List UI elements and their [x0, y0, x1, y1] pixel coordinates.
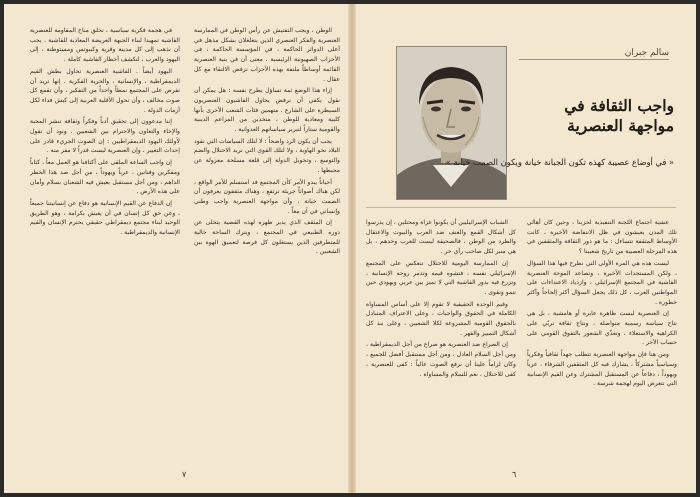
paragraph: أحياناً يبدو الأمر كأن المجتمع قد استسلم للأمر الواقع ، لكن هناك أصواتاً جريئة ترتفع ، وهناك مثقفون يعرفون أن الصمت خيانة ، وأن مواجهة العنصرية واجب وطني وإنساني في آن معاً .	[194, 178, 340, 215]
paragraph: إن الصراع ضد العنصرية هو صراع من أجل الديمقراطية ، ومن أجل السلام العادل ، ومن أجل مستقبل أفضل للجميع ، وكان لزاماً علينا أن نرفع الصوت عالياً : كفى للعنصرية ، كفى للاحتلال ، نعم للسلام والمساواة .	[366, 341, 516, 378]
paragraph: إننا مدعوون إلى تحقيق أدباً وفكراً وثقافة تنشر المحبة والإخاء والتعاون والاحترام بين الشعبين . ونود أن نقول لأولئك اليهود الديمقراطيين : إن الصوت الجريء قادر على إحداث التغيير ، وإن العنصرية ليست قدراً لا مفر منه .	[30, 118, 180, 155]
page-number-right: ٦	[512, 470, 517, 479]
paragraph: الوطن ، ويجب التفتيش عن رأس الوطن في الممارسة العنصرية والفكر العنصري الذين يتغلغلان بشكل مذهل في أعلى الدوائر الحاكمة ، في المؤسسة الحاكمة ، في الأحزاب الصهيونية الرئيسية . معنى أن في بنية العنصرية القائمة أوساطاً ملتفة بهذه الأحزاب ترفض الالتقاء مع كل عقال .	[194, 27, 340, 83]
paragraph: الشباب الإسرائيليين أن يكونوا غزاة ومحتلين ، إن يدرسوا كل أشكال القمع والعنف ضد العرب والبيوت والاعتقال والطرد من الوطن ، فالصحيفة ليست للعرب وحدهم ، بل هي منبر لكل صاحب رأي حر .	[366, 219, 516, 256]
left-page-column-left	[30, 26, 180, 456]
paragraph: إن المثقف الذي يدير ظهره لهذه القضية يتخلى عن دوره الطبيعي في المجتمع ، ويترك الساحة خالية للمتطرفين الذين يستغلون كل فرصة لتعميق الهوة بين الشعبين .	[194, 219, 340, 256]
article-subtitle-quote: « في أوضاع عصيبة كهذه تكون الجبانة خيانة ويكون الصمت خيانة »	[445, 157, 674, 167]
right-page-column-left	[366, 218, 516, 468]
paragraph: ومن هنا فإن مواجهة العنصرية تتطلب جهداً ثقافياً وفكرياً وسياسياً مشتركاً ، يشارك فيه كل المثقفين الشرفاء ، عرباً ويهوداً ، دفاعاً عن المستقبل المشترك وعن القيم الإنسانية التي تتعرض اليوم لهجمة شرسة .	[527, 351, 677, 388]
book-gutter	[348, 4, 356, 493]
portrait-illustration	[397, 47, 506, 199]
page-number-left: ٧	[182, 470, 187, 479]
paragraph: إن العنصرية ليست ظاهرة عابرة أو هامشية ، بل هي نتاج سياسة رسمية متواصلة ، ونتاج ثقافة تربّي على الكراهية والاستعلاء ، وتغذّي الشعور بالتفوق القومي على حساب الآخر .	[527, 310, 677, 347]
paragraph: عشية اجتماع اللجنة التنفيذية لحزبنا ، وحين كان أهالي تلك المدن يعيشون في ظل الانتفاضة الأخيرة ، كانت الأوساط المثقفة تتساءل : ما هو دور الثقافة والمثقفين في هذه المرحلة العصيبة من تاريخ شعبينا ؟	[527, 219, 677, 256]
paragraph: إزاء هذا الوضع ثمة تساؤل يطرح نفسه : هل يمكن أن نقول يكفي أن نرفض يحاول الفاشيون العنصريون السيطرة على الشارع . متهمين فئات الشعب الأخرى بأنها كلبية ومعادية للوطن ، متخذين من المزاعم الدينية والقومية ستاراً لتبرير سياساتهم العدوانية .	[194, 87, 340, 134]
right-page-column-right	[527, 218, 677, 468]
paragraph: وقيم الوحدة الحقيقية لا تقوم إلا على أساس المساواة الكاملة في الحقوق والواجبات ، وعلى الاعتراف المتبادل بالحقوق القومية المشروعة لكلا الشعبين ، وعلى نبذ كل أشكال التمييز والقهر .	[366, 300, 516, 337]
divider	[366, 207, 676, 208]
paragraph: إن الممارسة اليومية للاحتلال تنعكس على المجتمع الإسرائيلي نفسه ، فتشوه قيمه وتدمر روحه الإنسانية ، وتزرع فيه بذور الفاشية التي لا تميز بين عربي ويهودي حين تنمو وتقوى .	[366, 259, 516, 296]
author-name: سالم جبران	[519, 48, 669, 60]
paragraph: يجب أن يكون الرد واضحاً : لا لتلك السياسات التي تقود البلاد نحو الهاوية ، ولا لتلك القوى التي تريد الاحتلال والضم والتوسع ، وتحويل الدولة إلى قلعة مسلحة معزولة عن محيطها .	[194, 137, 340, 174]
paragraph: في هجمة فكرية سياسية ، تخلق مناخ المقاومة للعنصرية الفاشية تمهيدا لبناء الجبهة العريضة المعادية للفاشية . يجب أن نذهب إلى كل مدينة وقرية وكيبوتس ومستوطنة ، إلى اليهود والعرب ، لنكشف أخطار الفاشية كاملة .	[30, 27, 180, 64]
author-portrait	[396, 46, 507, 200]
article-title: واجب الثقافة في مواجهة العنصرية	[564, 96, 674, 135]
paragraph: إن واجب الساعة الملقى على أكتافنا هو العمل معاً ، كتاباً ومفكرين وفنانين ، عرباً ويهوداً ، من أجل صد هذا الخطر الداهم ، ومن أجل مستقبل يعيش فيه الشعبان بسلام وأمان على هذه الأرض .	[30, 159, 180, 196]
paragraph: اليهود أيضاً . الفاشية العنصرية تحاول بطش القيم الديمقراطية ، والإنسانية ، والحرية الفكرية . إنها تريد أن تفرض على المجتمع نمطاً واحداً من التفكير ، وأن تقمع كل صوت مخالف ، وأن تحول الأقلية العربية إلى كبش فداء لكل أزمات الدولة .	[30, 67, 180, 114]
paragraph: ليست هذه هي المرة الأولى التي نطرح فيها هذا السؤال ، ولكن المستجدات الأخيرة ، وتصاعد الموجة العنصرية الفاشية في المجتمع الإسرائيلي ، وازدياد الاعتداءات على المواطنين العرب ، كل ذلك يجعل السؤال أكثر إلحاحاً وأكثر خطورة .	[527, 259, 677, 306]
left-page-column-right	[194, 26, 340, 456]
magazine-spread	[4, 4, 696, 493]
paragraph: إن الدفاع عن القيم الإنسانية هو دفاع عن إنسانيتنا جميعاً ، وعن حق كل إنسان في أن يعيش بكرامة ، وهو الطريق الوحيد لبناء مجتمع ديمقراطي حقيقي يحترم الإنسان والقيم الإنسانية والديمقراطية .	[30, 199, 180, 237]
